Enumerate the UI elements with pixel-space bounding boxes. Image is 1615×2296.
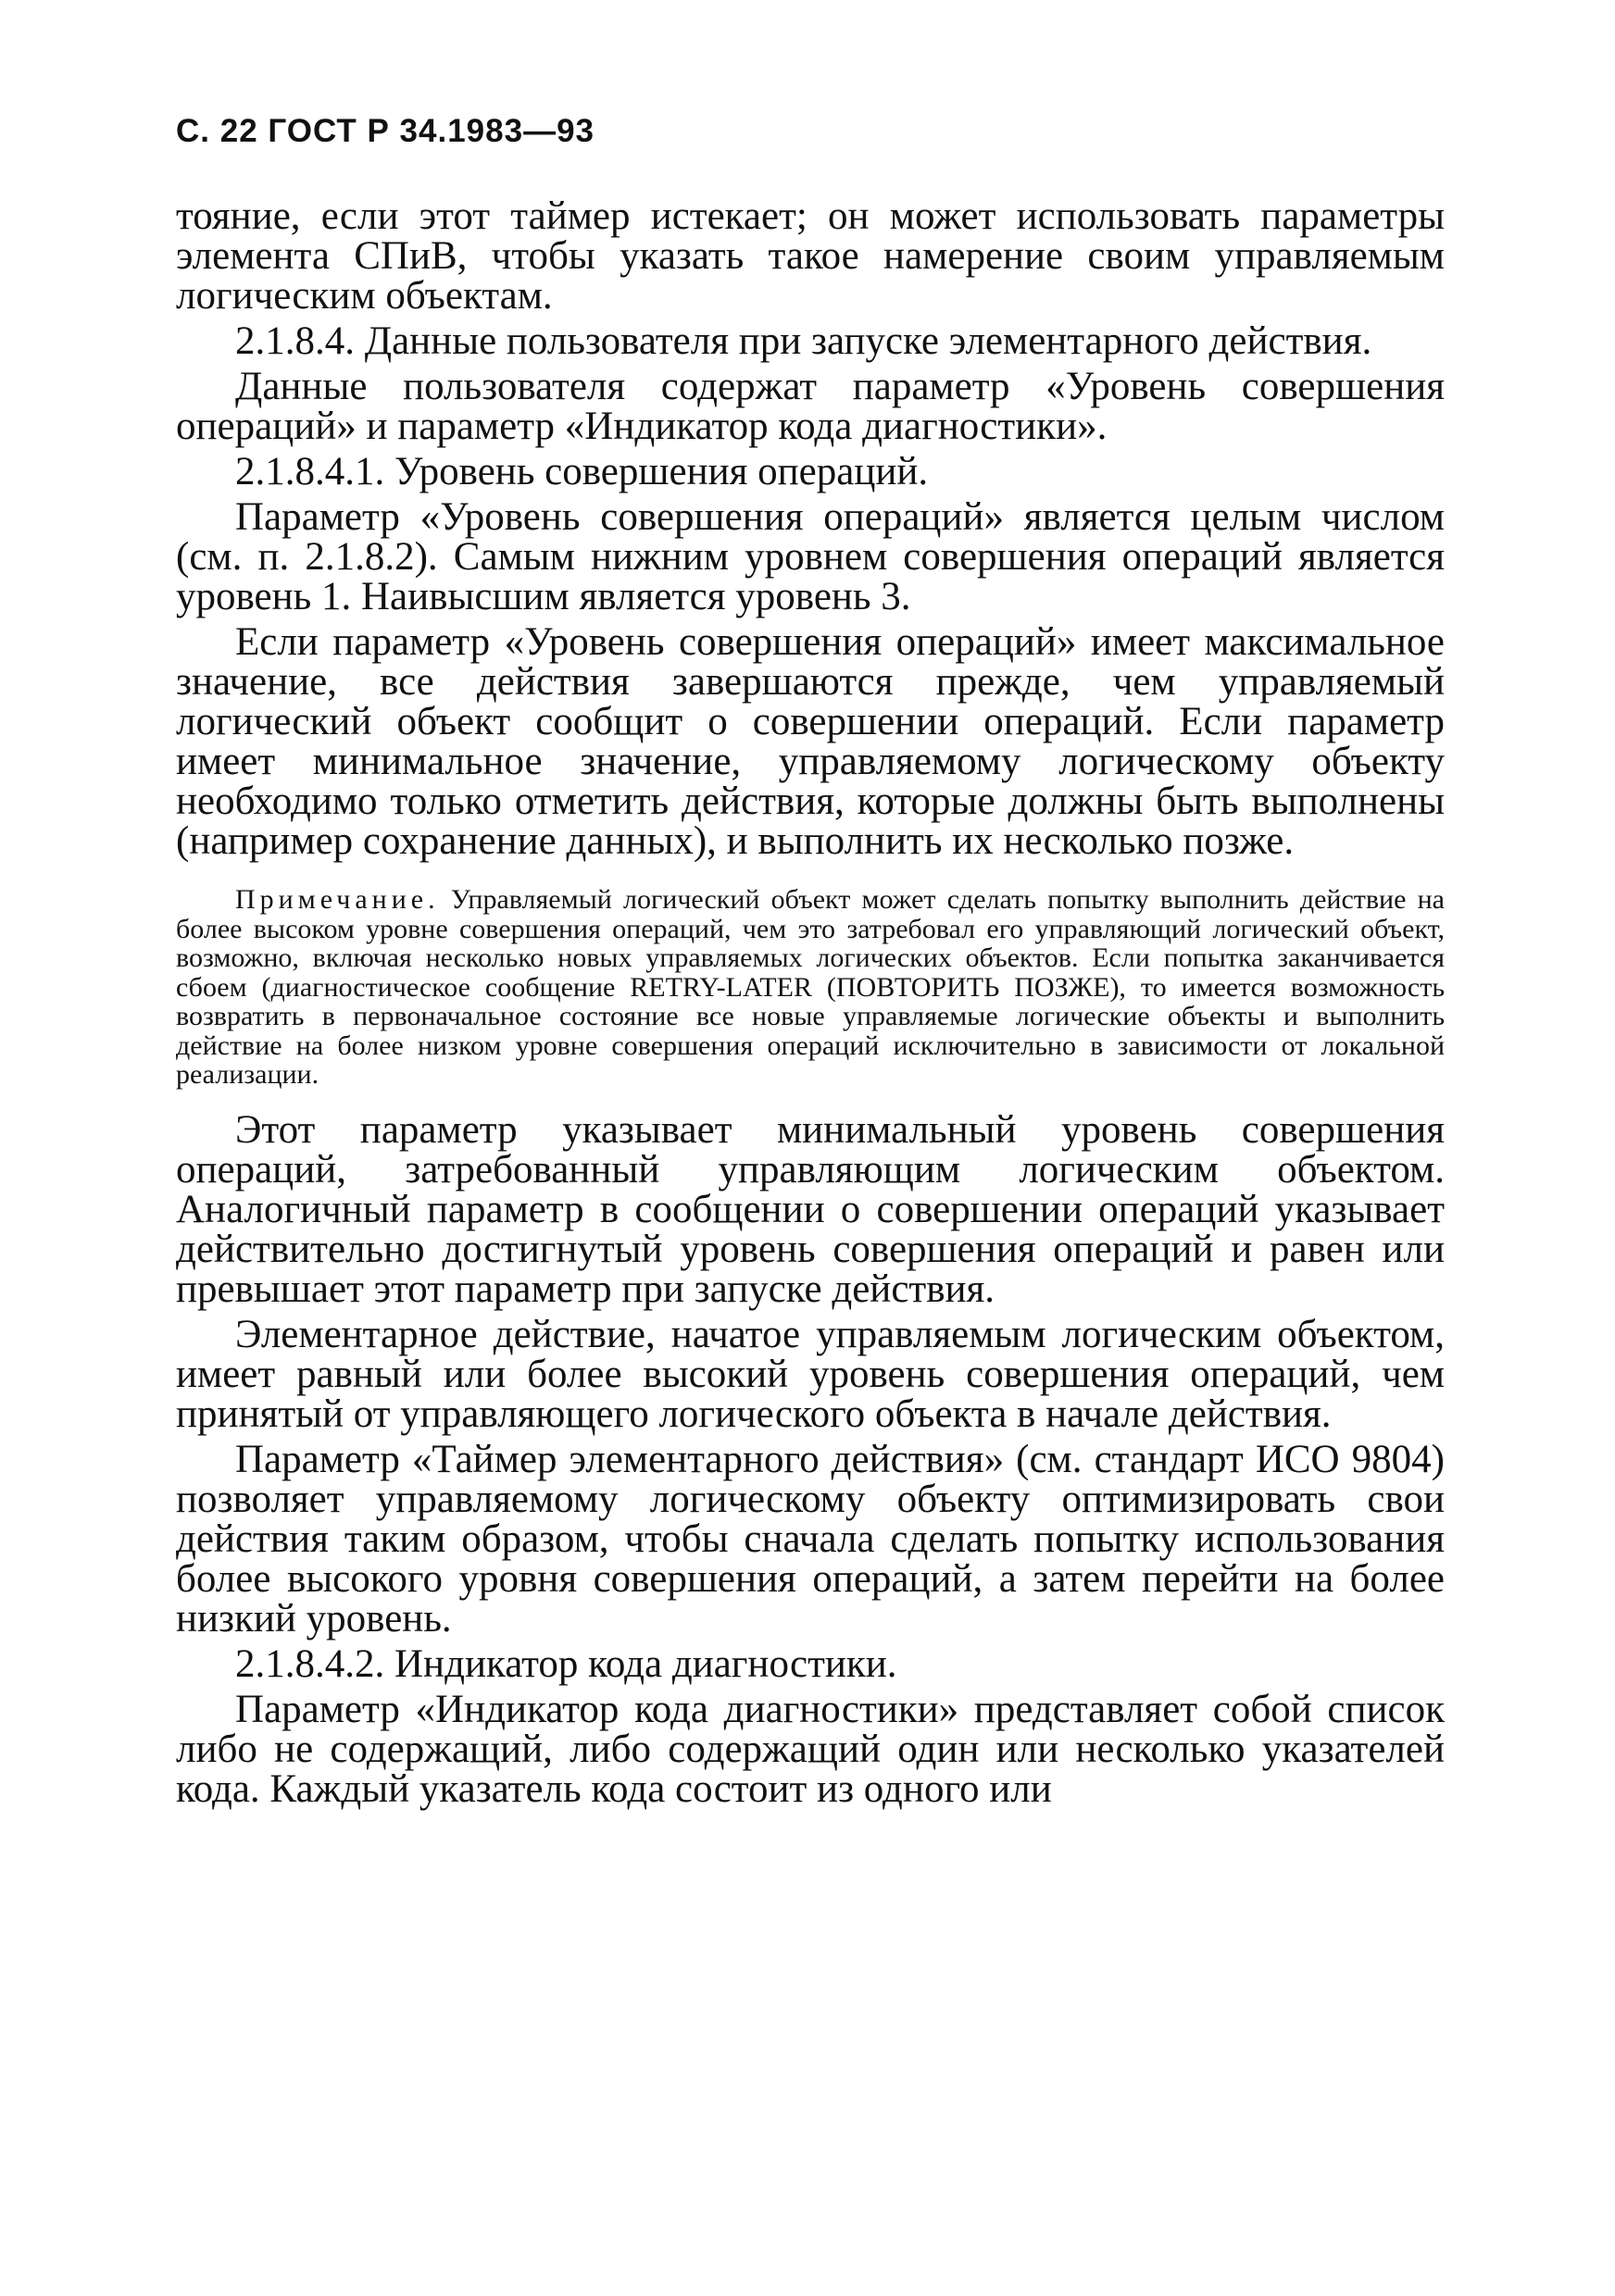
note-label: Примечание.: [235, 884, 440, 915]
paragraph: Параметр «Таймер элементарного действия» (см. стандарт ИСО 9804) позволяет управляемому логическому объекту оптимизировать свои действия таким образом, чтобы сначала сделать попытку использования более высокого уровня совершения операций, а затем перейти на более низкий уровень.: [176, 1437, 1445, 1641]
paragraph: Параметр «Уровень совершения операций» является целым числом (см. п. 2.1.8.2). Самым нижним уровнем совершения операций является уровень 1. Наивысшим является уровень 3.: [176, 495, 1445, 618]
body-text: [176, 196, 1445, 1815]
section-heading: 2.1.8.4. Данные пользователя при запуске элементарного действия.: [235, 319, 1372, 363]
paragraph: Параметр «Индикатор кода диагностики» представляет собой список либо не содержащий, либо содержащий один или несколько указателей кода. Каждый указатель кода состоит из одного или: [176, 1687, 1445, 1811]
paragraph: Этот параметр указывает минимальный уровень совершения операций, затребованный управляющим логическим объектом. Аналогичный параметр в сообщении о совершении операций указывает действительно достигнутый уровень совершения операций и равен или превышает этот параметр при запуске действия.: [176, 1107, 1445, 1311]
note: [176, 885, 1445, 1090]
paragraph: Если параметр «Уровень совершения операций» имеет максимальное значение, все действия завершаются прежде, чем управляемый логический объект сообщит о совершении операций. Если параметр имеет минимальное значение, управляемому логическому объекту необходимо только отметить действия, которые должны быть выполнены (например сохранение данных), и выполнить их несколько позже.: [176, 620, 1445, 863]
paragraph: Элементарное действие, начатое управляемым логическим объектом, имеет равный или более высокий уровень совершения операций, чем принятый от управляющего логического объекта в начале действия.: [176, 1312, 1445, 1436]
note-text: Управляемый логический объект может сделать попытку выполнить действие на более высоком уровне совершения операций, чем это затребовал его управляющий логический объект, возможно, включая несколько новых управляемых логических объектов. Если попытка заканчивается сбоем (диагностическое сообщение RETRY-LATER (ПОВТОРИТЬ ПОЗЖЕ), то имеется возможность возвратить в первоначальное состояние все новые управляемые логические объекты и выполнить действие на более низком уровне совершения операций исключительно в зависимости от локальной реализации.: [176, 884, 1445, 1090]
section-heading: 2.1.8.4.1. Уровень совершения операций.: [235, 450, 929, 493]
section-heading: 2.1.8.4.2. Индикатор кода диагностики.: [235, 1641, 897, 1686]
paragraph: Данные пользователя содержат параметр «Уровень совершения операций» и параметр «Индикатор кода диагностики».: [176, 365, 1445, 448]
paragraph: тояние, если этот таймер истекает; он может использовать параметры элемента СПиВ, чтобы указать такое намерение своим управляемым логическим объектам.: [176, 194, 1445, 318]
page-header: С. 22 ГОСТ Р 34.1983—93: [176, 113, 595, 149]
